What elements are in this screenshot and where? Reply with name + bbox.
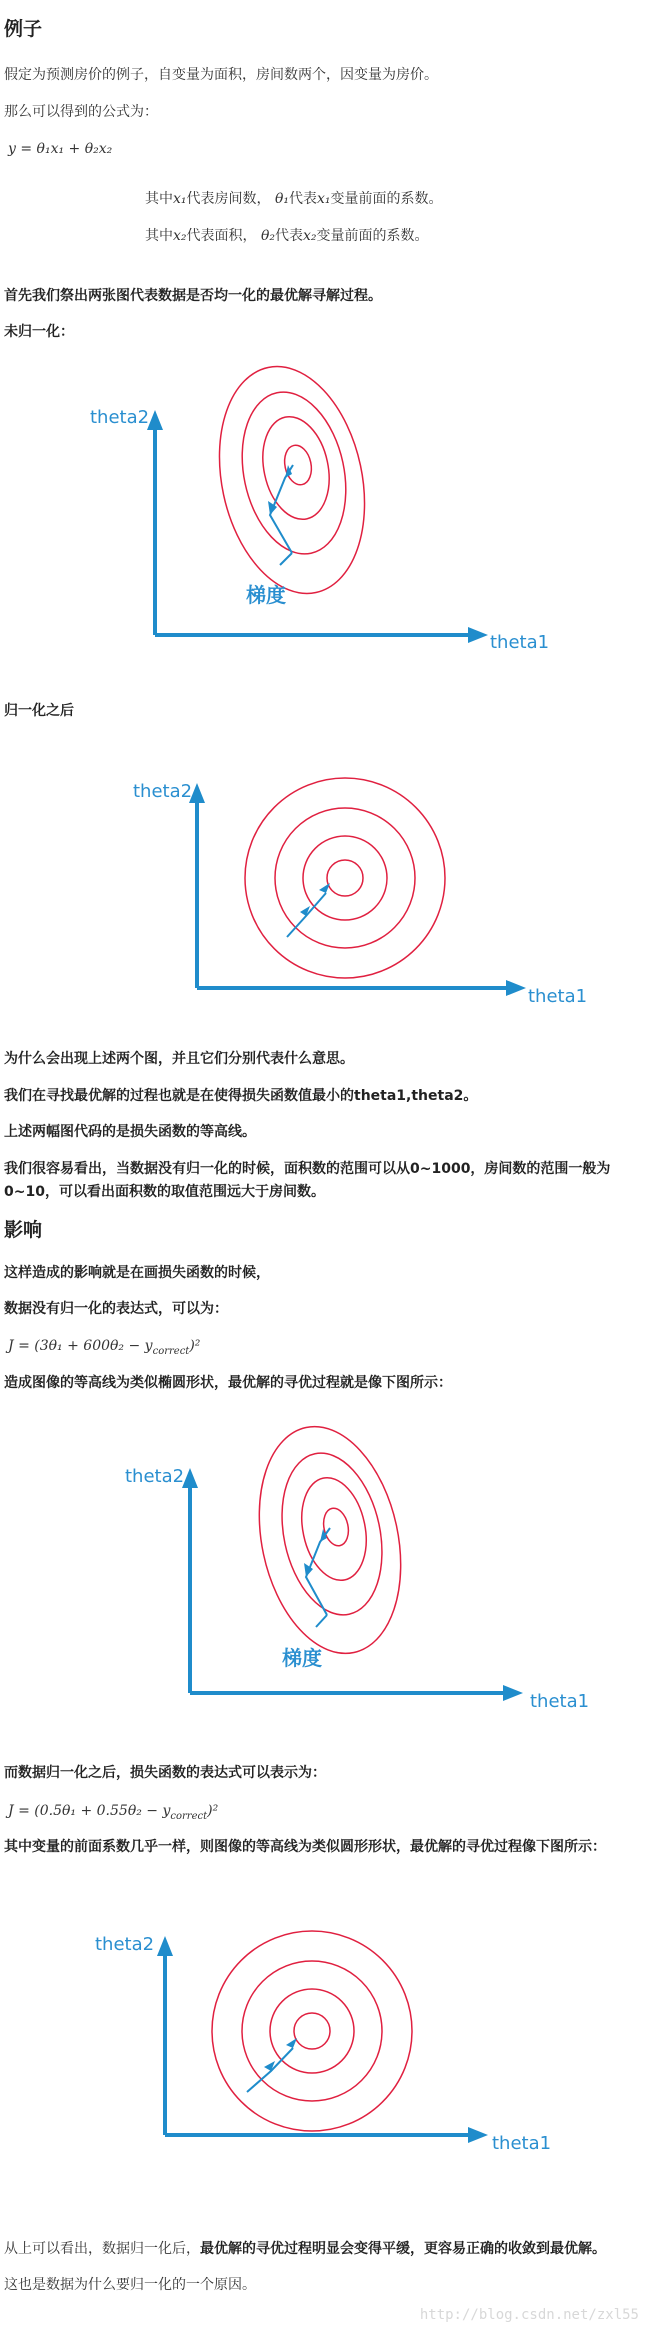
note2-c: 代表 [275,228,304,244]
note2-var: x₂ [173,228,187,244]
normalized-label: 归一化之后 [4,703,74,719]
watermark: http://blog.csdn.net/zxl55 [419,2307,639,2323]
formula-j2: J = (0.5θ₁ + 0.55θ₂ − y [8,1803,171,1819]
gradient-pointer [316,1615,327,1627]
formula-j1-end: )² [189,1338,201,1354]
compare-text: 首先我们祭出两张图代表数据是否均一化的最优解寻解过程。 [4,288,382,304]
heading-impact: 影响 [4,1219,43,1241]
contour-ring-2 [268,1444,396,1624]
gradient-label: 梯度 [246,583,286,607]
unnormalized-label: 未归一化： [4,324,74,340]
question-text: 为什么会出现上述两个图，并且它们分别代表什么意思。 [4,1051,354,1067]
note1-c: 代表 [289,191,318,207]
contour-ring-3 [254,410,338,525]
x-axis-label: theta1 [490,632,550,653]
note2-theta: θ₂ [260,228,276,244]
figure-normalized-2 [0,1898,645,2198]
formula-j1: J = (3θ₁ + 600θ₂ − y [8,1338,153,1354]
note1-d: 变量前面的系数。 [330,191,443,207]
contour-ring-1 [240,1413,421,1666]
note1-theta: θ₁ [274,191,290,207]
formula-j2-end: )² [207,1803,219,1819]
x-axis-arrow [503,1685,523,1701]
x-axis-label: theta1 [492,2133,552,2154]
y-axis-arrow [182,1468,198,1488]
conclusion-part-1: 从上可以看出，数据归一化后， [4,2241,200,2257]
x-axis-arrow [506,980,526,996]
conclusion-part-2: 最优解的寻优过程明显会变得平缓，更容易正确的收敛到最优解。 [200,2241,606,2257]
formula-intro: 那么可以得到的公式为： [4,104,158,120]
note1-var: x₁ [173,191,187,207]
x-axis-label: theta1 [528,986,588,1007]
note-x2 [145,225,429,247]
y-axis-arrow [147,410,163,430]
contour-ring-3 [303,836,387,920]
gradient-arrow-2 [319,883,330,893]
note2-var2: x₂ [303,228,317,244]
figure-unnormalized [0,370,645,670]
range-text-2: 0~10，可以看出面积数的取值范围远大于房间数。 [4,1184,325,1200]
gradient-label: 梯度 [282,1646,322,1670]
after-normalization-text: 而数据归一化之后，损失函数的表达式可以表示为： [4,1765,326,1781]
contour-ring-4 [281,443,315,488]
formula-j2-sub: correct [170,1810,208,1822]
x-axis-label: theta1 [530,1691,590,1712]
gradient-path [287,893,326,937]
contour-ring-4 [294,2013,330,2049]
contour-ring-3 [270,1989,354,2073]
contour-ring-2 [228,382,360,563]
y-axis-label: theta2 [90,407,150,428]
ellipse-text: 造成图像的等高线为类似椭圆形状，最优解的寻优过程就是像下图所示： [4,1375,452,1391]
formula-main: y = θ₁x₁ + θ₂x₂ [8,141,113,157]
intro-text: 假定为预测房价的例子，自变量为面积，房间数两个，因变量为房价。 [4,67,438,83]
gradient-arrow-2 [286,2038,297,2048]
contour-ring-4 [320,1506,351,1548]
x-axis-arrow [468,627,488,643]
note-x1 [145,188,443,210]
formula-j1-sub: correct [152,1345,190,1357]
figure-unnormalized-2 [0,1430,645,1730]
note1-b: 代表房间数， [186,191,271,207]
contour-ring-2 [242,1961,382,2101]
figure-normalized [0,745,645,1030]
circle-text: 其中变量的前面系数几乎一样，则图像的等高线为类似圆形形状，最优解的寻优过程像下图所示： [4,1839,606,1855]
conclusion-text [4,2238,606,2260]
note2-b: 代表面积， [186,228,257,244]
range-text-1: 我们很容易看出，当数据没有归一化的时候，面积数的范围可以从0~1000，房间数的范围一般为 [4,1161,611,1177]
y-axis-label: theta2 [133,781,193,802]
search-text: 我们在寻找最优解的过程也就是在使得损失函数值最小的theta1,theta2。 [4,1088,478,1104]
expression-intro: 数据没有归一化的表达式，可以为： [4,1301,228,1317]
y-axis-arrow [157,1936,173,1956]
heading-example: 例子 [4,18,43,40]
contour-ring-4 [327,860,363,896]
impact-text: 这样造成的影响就是在画损失函数的时候， [4,1265,270,1281]
note2-d: 变量前面的系数。 [316,228,429,244]
gradient-pointer [280,553,292,565]
formula-normalized [8,1800,218,1828]
note1-a: 其中 [145,191,173,207]
reason-text: 这也是数据为什么要归一化的一个原因。 [4,2277,256,2293]
note2-a: 其中 [145,228,173,244]
y-axis-label: theta2 [125,1466,185,1487]
y-axis-label: theta2 [95,1934,155,1955]
note1-var2: x₁ [317,191,331,207]
contour-text: 上述两幅图代码的是损失函数的等高线。 [4,1124,256,1140]
formula-unnormalized [8,1335,200,1363]
x-axis-arrow [468,2127,488,2143]
